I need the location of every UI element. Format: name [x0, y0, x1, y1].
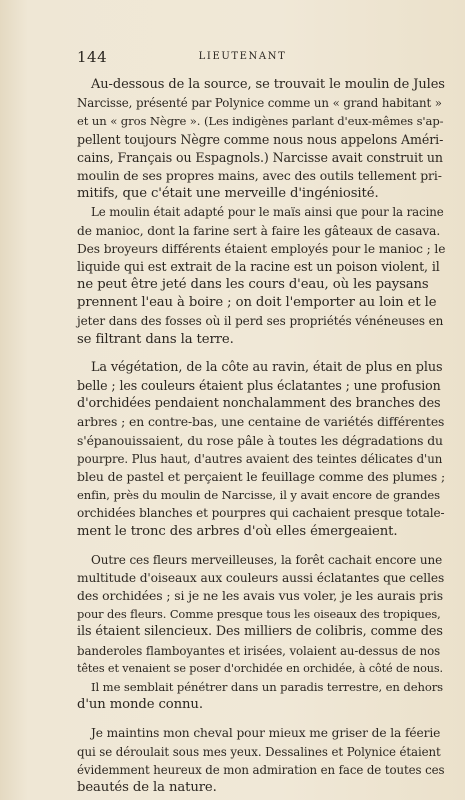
text-line: cains, Français ou Espagnols.) Narcisse avait construit un [77, 149, 443, 165]
text-line: ils étaient silencieux. Des milliers de colibris, comme des [77, 624, 443, 640]
text-line: ne peut être jeté dans les cours d'eau, où les paysans [77, 277, 429, 293]
text-line: d'un monde connu. [77, 697, 203, 713]
text-line: Des broyeurs différents étaient employés pour le manioc ; le [77, 241, 446, 256]
paragraph [77, 203, 445, 349]
text-line: s'épanouissaient, du rose pâle à toutes les dégradations du [77, 432, 443, 448]
text-line: Le moulin était adapté pour le maïs ainsi que pour la racine [91, 205, 444, 220]
paragraph [77, 359, 445, 541]
text-line: d'orchidées pendaient nonchalamment des branches des [77, 396, 441, 412]
text-line: qui se déroulait sous mes yeux. Dessalines et Polynice étaient [77, 744, 441, 759]
text-line: pellent toujours Nègre comme nous nous appelons Améri- [77, 131, 444, 147]
text-line: pourpre. Plus haut, d'autres avaient des teintes délicates d'un [77, 451, 443, 466]
text-line: Au-dessous de la source, se trouvait le moulin de Jules [91, 77, 445, 92]
text-line: ment le tronc des arbres d'où elles émergeaient. [77, 523, 398, 539]
text-line: Il me semblait pénétrer dans un paradis terrestre, en dehors [91, 680, 444, 694]
body-text [77, 76, 445, 797]
text-line: Je maintins mon cheval pour mieux me griser de la féerie [91, 726, 441, 741]
text-line: banderoles flamboyantes et irisées, volaient au-dessus de nos [77, 643, 441, 658]
text-line: orchidées blanches et pourpres qui cachaient presque totale- [77, 506, 445, 521]
text-line: enfin, près du moulin de Narcisse, il y avait encore de grandes [77, 488, 441, 503]
text-line: La végétation, de la côte au ravin, était de plus en plus [91, 359, 443, 375]
text-line: prennent l'eau à boire ; on doit l'emporter au loin et le [77, 295, 437, 311]
text-line: et un « gros Nègre ». (Les indigènes parlant d'eux-mêmes s'ap- [77, 114, 444, 129]
text-line: jeter dans des fosses où il perd ses propriétés vénéneuses en [77, 314, 444, 329]
text-line: liquide qui est extrait de la racine est un poison violent, il [77, 258, 440, 274]
paragraph [77, 551, 445, 678]
text-line: têtes et venaient se poser d'orchidée en orchidée, à côté de nous. [77, 661, 443, 675]
text-line: moulin de ses propres mains, avec des outils tellement pri- [77, 167, 442, 183]
text-line: Outre ces fleurs merveilleuses, la forêt cachait encore une [91, 552, 443, 567]
text-line: beautés de la nature. [77, 779, 217, 795]
text-line: pour des fleurs. Comme presque tous les oiseaux des tropiques, [77, 607, 441, 622]
paragraph [77, 724, 445, 797]
paragraph [77, 76, 445, 203]
text-line: multitude d'oiseaux aux couleurs aussi éclatantes que celles [77, 570, 445, 585]
page-number: 144 [77, 48, 108, 66]
text-line: se filtrant dans la terre. [77, 331, 234, 347]
text-line: des orchidées ; si je ne les avais vus voler, je les aurais pris [77, 588, 443, 604]
text-line: évidemment heureux de mon admiration en face de toutes ces [77, 762, 445, 777]
text-line: Narcisse, présenté par Polynice comme un « grand habitant » [77, 96, 442, 111]
running-title: LIEUTENANT [198, 51, 287, 62]
text-line: de manioc, dont la farine sert à faire les gâteaux de casava. [77, 223, 441, 238]
text-line: mitifs, que c'était une merveille d'ingéniosité. [77, 186, 379, 202]
text-line: bleu de pastel et perçaient le feuillage comme des plumes ; [77, 468, 446, 484]
text-line: arbres ; en contre-bas, une centaine de variétés différentes [77, 414, 445, 430]
paragraph [77, 678, 445, 714]
text-line: belle ; les couleurs étaient plus éclatantes ; une profusion [77, 378, 441, 393]
